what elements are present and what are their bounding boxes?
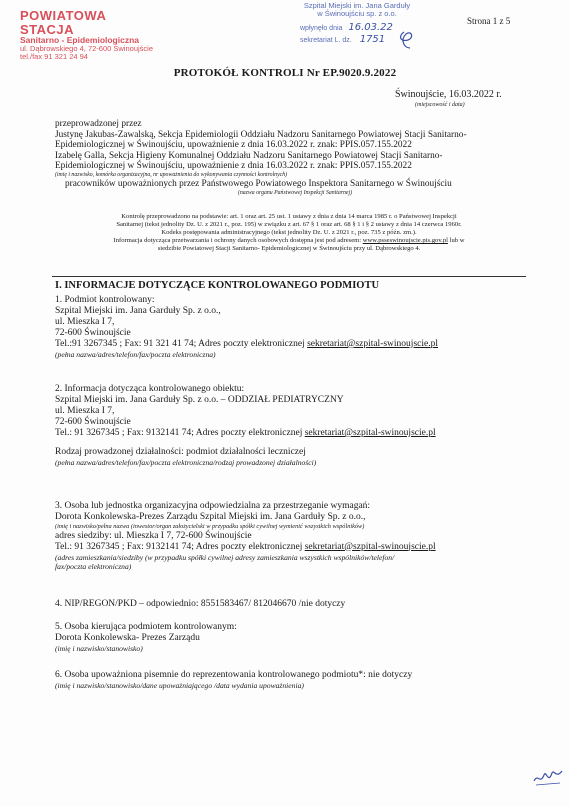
signature-initials-icon xyxy=(532,765,564,789)
item-2-note: (pełna nazwa/adres/telefon/fax/poczta elektroniczna/rodzaj prowadzonej działalności) xyxy=(55,458,317,467)
item-1-city: 72-600 Świnoujście xyxy=(55,328,131,338)
authorized-by: pracowników upoważnionych przez Państwowego Powiatowego Inspektora Sanitarnego w Świnoujściu xyxy=(65,178,452,189)
data-protection-line-1 xyxy=(52,237,526,245)
stamp-line-3: ul. Dąbrowskiego 4, 72-600 Świnoujście xyxy=(20,44,153,54)
item-5-label: 5. Osoba kierująca podmiotem kontrolowanym: xyxy=(55,622,237,632)
item-4-identifiers: 4. NIP/REGON/PKD – odpowiednio: 8551583467/ 812046670 /nie dotyczy xyxy=(55,599,346,609)
data-protection-link[interactable]: www.psseswinoujscie.pis.gov.pl xyxy=(362,237,448,244)
item-3-note-line-1: (adres zamieszkania/siedziby (w przypadku spółki cywilnej adresy zamieszkania wszystkich wspólników/telefon/ xyxy=(55,552,395,562)
item-5-note: (imię i nazwisko/stanowisko) xyxy=(55,644,143,653)
data-protection-text: Informacja dotycząca przetwarzania i ochrony danych osobowych dostępna jest pod adresem: xyxy=(113,237,363,244)
data-protection-text-end: lub w xyxy=(447,237,465,244)
document-title: PROTOKÓŁ KONTROLI Nr EP.9020.9.2022 xyxy=(173,67,397,79)
item-1-contact-text: Tel.:91 3267345 ; Fax: 91 321 41 74; Adres poczty elektronicznej xyxy=(55,339,308,349)
item-2-label: 2. Informacja dotycząca kontrolowanego obiektu: xyxy=(55,384,245,394)
section-1-heading: I. INFORMACJE DOTYCZĄCE KONTROLOWANEGO PODMIOTU xyxy=(55,280,380,291)
item-1-email-link[interactable]: sekretariat@szpital-swinoujscie.pl xyxy=(307,339,438,349)
item-6-text: 6. Osoba upoważniona pisemnie do reprezentowania kontrolowanego podmiotu*: nie dotyczy xyxy=(55,670,413,680)
received-date-handwritten: 16.03.22 xyxy=(348,21,393,33)
stamp-line-1: POWIATOWA STACJA xyxy=(20,8,106,37)
item-3-contact-text: Tel.: 91 3267345 ; Fax: 9132141 74; Adres poczty elektronicznej xyxy=(55,541,305,552)
item-3-contact xyxy=(55,542,535,553)
place-date-note: (miejscowość i data) xyxy=(415,102,465,108)
section-divider xyxy=(52,276,526,277)
inspector-note: (imię i nazwisko, komórka organizacyjna, nr upoważnienia do wykonywania czynności kontrolnych) xyxy=(55,171,288,178)
item-3-address: adres siedziby: ul. Mieszka I 7, 72-600 Świnoujście xyxy=(55,530,252,541)
item-2-email-link[interactable]: sekretariat@szpital-swinoujscie.pl xyxy=(304,428,436,438)
item-2-contact xyxy=(55,428,535,439)
carried-by: przeprowadzonej przez xyxy=(55,119,142,129)
item-5-manager xyxy=(55,622,535,653)
item-5-person: Dorota Konkolewska- Prezes Zarządu xyxy=(55,633,200,643)
inspector-1-line-1: Justynę Jakubas-Zawalską, Sekcja Epidemiologii Oddziału Nadzoru Sanitarnego Powiatowej Stacji Sanitarno- xyxy=(55,129,467,140)
item-3-person: Dorota Konkolewska-Prezes Zarządu Szpital Miejski im. Jana Garduły Sp. z o.o., xyxy=(55,512,366,522)
item-1-note: (pełna nazwa/adres/telefon/fax/poczta elektroniczna) xyxy=(55,350,216,359)
place-date: Świnoujście, 16.03.2022 r. xyxy=(395,89,502,100)
item-2-activity: Rodzaj prowadzonej działalności: podmiot działalności leczniczej xyxy=(55,447,306,457)
item-2-name: Szpital Miejski im. Jana Garduły Sp. z o.o. – ODDZIAŁ PEDIATRYCZNY xyxy=(55,395,344,405)
secretariat-number-handwritten: 1751 xyxy=(359,33,386,45)
received-stamp-line-2: w Świnoujściu sp. z o.o. xyxy=(317,9,397,19)
inspector-2-line-2: Epidemiologicznej w Świnoujściu, upoważnienie z dnia 16.03.2022 r. znak: PPIS.057.155.2022 xyxy=(55,161,412,172)
item-3-responsible-person xyxy=(55,501,535,571)
inspection-intro xyxy=(55,119,535,197)
legal-basis-line-3: Kodeks postępowania administracyjnego (tekst jednolity Dz. U. z 2021 r., poz. 735 z późn. zm.). xyxy=(161,229,417,236)
page-number: Strona 1 z 5 xyxy=(467,16,511,26)
stamp-line-4: tel./fax 91 321 24 94 xyxy=(20,52,88,62)
legal-basis xyxy=(52,213,526,253)
item-1-controlled-entity xyxy=(55,295,535,359)
stamp-line-2: Sanitarno - Epidemiologiczna xyxy=(20,35,140,46)
item-3-email-link[interactable]: sekretariat@szpital-swinoujscie.pl xyxy=(304,541,436,552)
data-protection-line-2: siedzibie Powiatowej Stacji Sanitarno- Epidemiologicznej w Świnoujściu przy ul. Dąbrowskiego 4. xyxy=(157,245,421,252)
received-label: wpłynęło dnia xyxy=(300,24,343,32)
authority-note: (nazwa organu Państwowej Inspekcji Sanitarnej) xyxy=(237,189,353,196)
item-3-person-note: (imię i nazwisko/pełna nazwa (inwestor/organ założycielski w przypadku spółki cywilnej wymienić wszystkich wspólników) xyxy=(55,523,365,530)
legal-basis-line-2: Sanitarnej (tekst jednolity Dz. U. z 2021 r., poz. 195) w związku z art. 67 § 1 oraz art. 68 § 1 i § 2 ustawy z dnia 14 czerwca 1960r. xyxy=(116,221,462,228)
item-6-note: (imię i nazwisko/stanowisko/dane upoważniającego /data wydania upoważnienia) xyxy=(55,681,304,690)
item-6-representative xyxy=(55,670,535,690)
received-stamp-line-1: Szpital Miejski im. Jana Garduły xyxy=(303,1,411,10)
secretariat-label: sekretariat L. dz. xyxy=(300,36,352,44)
inspector-2-line-1: Izabelę Galla, Sekcja Higieny Komunalnej Oddziału Nadzoru Sanitarnego Powiatowej Stacji Sanitarno- xyxy=(55,150,443,161)
handwritten-mark-icon xyxy=(396,28,420,52)
item-2-controlled-object xyxy=(55,384,535,467)
legal-basis-line-1: Kontrolę przeprowadzono na podstawie: art. 1 oraz art. 25 ust. 1 ustawy z dnia z dnia 14 marca 1985 r. o Państwowej Inspekcji xyxy=(121,213,457,220)
sanitary-station-stamp xyxy=(20,9,160,61)
item-2-street: ul. Mieszka I 7, xyxy=(55,406,115,416)
item-1-contact xyxy=(55,339,535,350)
item-2-city: 72-600 Świnoujście xyxy=(55,417,131,427)
item-2-contact-text: Tel.: 91 3267345 ; Fax: 9132141 74; Adres poczty elektronicznej xyxy=(55,428,305,438)
item-1-label: 1. Podmiot kontrolowany: xyxy=(55,295,155,305)
inspector-1-line-2: Epidemiologicznej w Świnoujściu, upoważnienie z dnia 16.03.2022 r. znak: PPIS.057.155.2022 xyxy=(55,140,412,151)
item-1-name: Szpital Miejski im. Jana Garduły Sp. z o.o., xyxy=(55,306,221,316)
item-3-label: 3. Osoba lub jednostka organizacyjna odpowiedzialna za przestrzeganie wymagań: xyxy=(55,501,371,511)
item-3-note-line-2: fax/poczta elektroniczna) xyxy=(55,561,132,571)
item-1-street: ul. Mieszka I 7, xyxy=(55,317,115,327)
